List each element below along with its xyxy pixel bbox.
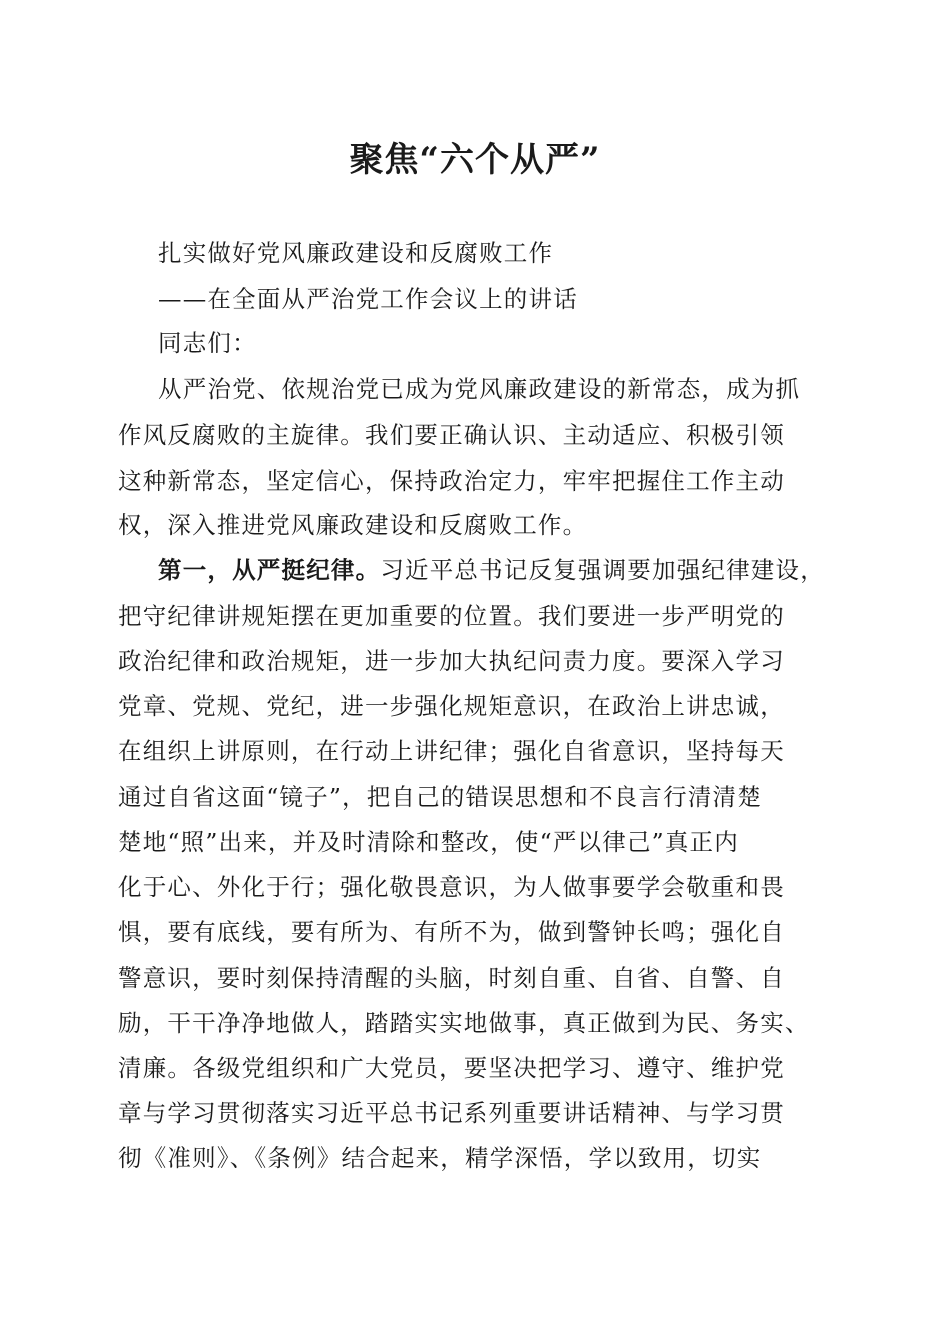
subtitle: 扎实做好党风廉政建设和反腐败工作: [158, 239, 554, 267]
paragraph-line: 清廉。各级党组织和广大党员，要坚决把学习、遵守、维护党: [118, 1054, 785, 1082]
document-title: 聚焦“六个从严”: [349, 140, 601, 180]
subtitle-speech: ——在全面从严治党工作会议上的讲话: [158, 285, 578, 313]
paragraph-line: 党章、党规、党纪，进一步强化规矩意识，在政治上讲忠诚，: [118, 692, 785, 720]
paragraph-line: 政治纪律和政治规矩，进一步加大执纪问责力度。要深入学习: [118, 647, 785, 675]
section-heading: 第一，从严挺纪律。: [158, 556, 381, 584]
paragraph-line: 化于心、外化于行；强化敬畏意识，为人做事要学会敬重和畏: [118, 873, 785, 901]
paragraph-line: 这种新常态，坚定信心，保持政治定力，牢牢把握住工作主动: [118, 467, 785, 495]
paragraph-line: 彻《准则》、《条例》结合起来，精学深悟，学以致用，切实: [118, 1144, 762, 1172]
paragraph-line: 励，干干净净地做人，踏踏实实地做事，真正做到为民、务实、: [118, 1009, 810, 1037]
paragraph-text: 习近平总书记反复强调要加强纪律建设，: [380, 556, 825, 584]
paragraph-line: 把守纪律讲规矩摆在更加重要的位置。我们要进一步严明党的: [118, 602, 785, 630]
paragraph-line: 惧，要有底线，要有所为、有所不为，做到警钟长鸣；强化自: [118, 918, 785, 946]
paragraph-line: 警意识，要时刻保持清醒的头脑，时刻自重、自省、自警、自: [118, 964, 785, 992]
paragraph-line: 章与学习贯彻落实习近平总书记系列重要讲话精神、与学习贯: [118, 1099, 785, 1127]
paragraph-line: 在组织上讲原则，在行动上讲纪律；强化自省意识，坚持每天: [118, 737, 785, 765]
paragraph-first-line: [158, 553, 825, 587]
salutation: 同志们：: [158, 329, 257, 357]
paragraph-line: 通过自省这面“镜子”，把自己的错误思想和不良言行清清楚: [118, 783, 762, 811]
paragraph-line: 权，深入推进党风廉政建设和反腐败工作。: [118, 511, 588, 539]
paragraph-line: 从严治党、依规治党已成为党风廉政建设的新常态，成为抓: [158, 375, 801, 403]
paragraph-line: 作风反腐败的主旋律。我们要正确认识、主动适应、积极引领: [118, 421, 785, 449]
paragraph-line: 楚地“照”出来，并及时清除和整改，使“严以律己”真正内: [118, 828, 739, 856]
